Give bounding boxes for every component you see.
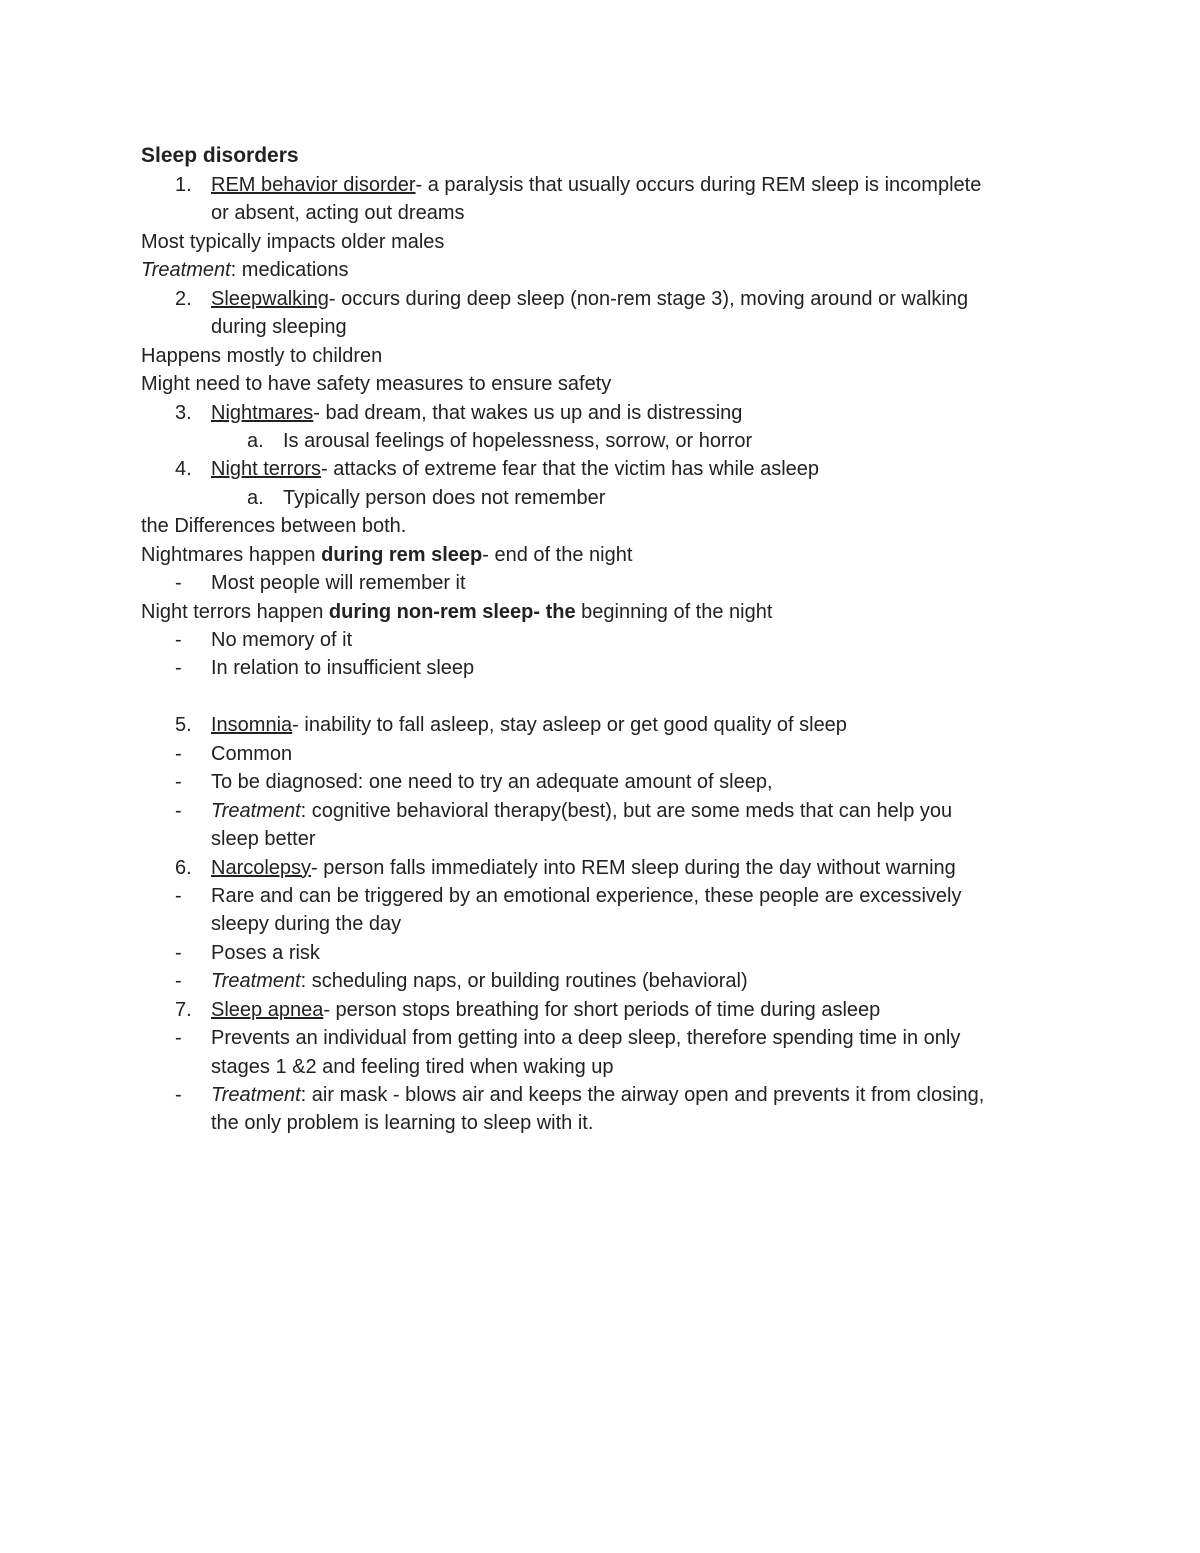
dash-list-text: To be diagnosed: one need to try an adequate amount of sleep,: [211, 771, 773, 794]
dash-list-text: Poses a risk: [211, 941, 320, 964]
list-item-continuation: stages 1 &2 and feeling tired when waking up: [211, 1055, 614, 1078]
list-item-narcolepsy: [141, 854, 1061, 882]
list-number: 7.: [175, 998, 192, 1021]
list-number: 4.: [175, 458, 192, 481]
definition-text: - bad dream, that wakes us up and is distressing: [313, 401, 743, 424]
definition-text: - person stops breathing for short periods of time during asleep: [323, 998, 881, 1021]
paragraph-children: Happens mostly to children: [141, 344, 383, 367]
dash-list-item: [141, 882, 1061, 910]
dash-marker: -: [175, 629, 182, 651]
dash-list-item: [141, 768, 1061, 796]
dash-list-text: Rare and can be triggered by an emotional experience, these people are excessively: [211, 884, 962, 907]
treatment-text: : medications: [230, 259, 349, 282]
list-item-continuation: sleep better: [211, 828, 316, 851]
dash-marker: -: [175, 884, 182, 907]
dash-list-item-treatment: [141, 1081, 1061, 1109]
definition-text: - inability to fall asleep, stay asleep or get good quality of sleep: [292, 714, 847, 737]
sub-list-letter: a.: [247, 429, 264, 452]
text: beginning of the night: [575, 600, 773, 623]
dash-marker: -: [175, 1027, 182, 1050]
sub-list-item: [141, 427, 1061, 455]
definition-text: - attacks of extreme fear that the victim has while asleep: [321, 458, 820, 481]
term-nightmares: Nightmares: [211, 401, 314, 424]
document-title: Sleep disorders: [141, 144, 299, 167]
sub-list-letter: a.: [247, 486, 264, 509]
paragraph-night-terrors-happen: [141, 598, 1061, 626]
text: Night terrors happen: [141, 600, 329, 623]
list-number: 5.: [175, 714, 192, 737]
list-number: 6.: [175, 856, 192, 879]
dash-marker: -: [175, 572, 182, 595]
definition-text: - person falls immediately into REM sleep during the day without warning: [311, 856, 956, 879]
bold-text: during non-rem sleep- the: [328, 600, 576, 623]
dash-list-item: [141, 939, 1061, 967]
dash-list-text: Prevents an individual from getting into a deep sleep, therefore spending time in only: [211, 1027, 961, 1050]
treatment-label: Treatment: [141, 259, 231, 282]
paragraph-nightmares-happen: [141, 541, 1061, 569]
dash-list-item-treatment: [141, 797, 1061, 825]
dash-list-item: [141, 654, 1061, 682]
treatment-label: Treatment: [211, 1084, 301, 1106]
dash-list-text: Common: [211, 742, 293, 765]
sub-list-text: Typically person does not remember: [283, 486, 606, 509]
dash-marker: -: [175, 941, 182, 964]
dash-marker: -: [175, 799, 182, 822]
dash-list-item-treatment: [141, 967, 1061, 995]
blank-line: [141, 683, 1061, 711]
dash-marker: -: [175, 1084, 182, 1106]
treatment-text: : scheduling naps, or building routines (behavioral): [300, 970, 748, 993]
term-rem-behavior-disorder: REM behavior disorder: [211, 174, 416, 196]
term-sleepwalking: Sleepwalking: [211, 287, 329, 310]
dash-list-item: [141, 1024, 1061, 1052]
dash-list-item: [141, 569, 1061, 597]
list-item-continuation: during sleeping: [211, 316, 347, 339]
paragraph-differences: the Differences between both.: [141, 515, 407, 538]
list-number: 1.: [175, 174, 192, 196]
document-page: [141, 141, 1061, 1138]
list-item-sleep-apnea: [141, 996, 1061, 1024]
term-night-terrors: Night terrors: [211, 458, 322, 481]
paragraph-safety: Might need to have safety measures to ensure safety: [141, 373, 612, 396]
list-item-sleepwalking: [141, 285, 1061, 313]
dash-marker: -: [175, 657, 182, 680]
term-insomnia: Insomnia: [211, 714, 293, 737]
treatment-label: Treatment: [211, 970, 301, 993]
list-item-night-terrors: [141, 455, 1061, 483]
definition-text: - occurs during deep sleep (non-rem stage 3), moving around or walking: [328, 287, 969, 310]
list-item-continuation: the only problem is learning to sleep with it.: [211, 1112, 594, 1135]
paragraph-older-males: Most typically impacts older males: [141, 230, 445, 253]
text: - end of the night: [482, 543, 633, 566]
paragraph-treatment-medications: [141, 256, 1061, 284]
treatment-label: Treatment: [211, 799, 301, 822]
bold-text: during rem sleep: [321, 543, 483, 566]
text: Nightmares happen: [141, 543, 322, 566]
dash-marker: -: [175, 771, 182, 794]
term-sleep-apnea: Sleep apnea: [211, 998, 324, 1021]
dash-list-item: [141, 626, 1061, 654]
sub-list-item: [141, 484, 1061, 512]
list-item-rem-behavior: [141, 171, 1061, 199]
definition-text: - a paralysis that usually occurs during REM sleep is incomplete: [415, 174, 982, 196]
list-item-continuation: sleepy during the day: [211, 913, 402, 936]
list-item-continuation: or absent, acting out dreams: [211, 202, 465, 225]
dash-list-item: [141, 740, 1061, 768]
list-number: 2.: [175, 287, 192, 310]
treatment-text: : cognitive behavioral therapy(best), but are some meds that can help you: [300, 799, 953, 822]
dash-marker: -: [175, 742, 182, 765]
sub-list-text: Is arousal feelings of hopelessness, sorrow, or horror: [283, 429, 753, 452]
dash-list-text: Most people will remember it: [211, 572, 466, 595]
dash-list-text: No memory of it: [211, 629, 353, 651]
list-item-insomnia: [141, 711, 1061, 739]
dash-marker: -: [175, 970, 182, 993]
term-narcolepsy: Narcolepsy: [211, 856, 312, 879]
list-number: 3.: [175, 401, 192, 424]
list-item-nightmares: [141, 399, 1061, 427]
treatment-text: : air mask - blows air and keeps the airway open and prevents it from closing,: [300, 1084, 985, 1106]
dash-list-text: In relation to insufficient sleep: [211, 657, 475, 680]
